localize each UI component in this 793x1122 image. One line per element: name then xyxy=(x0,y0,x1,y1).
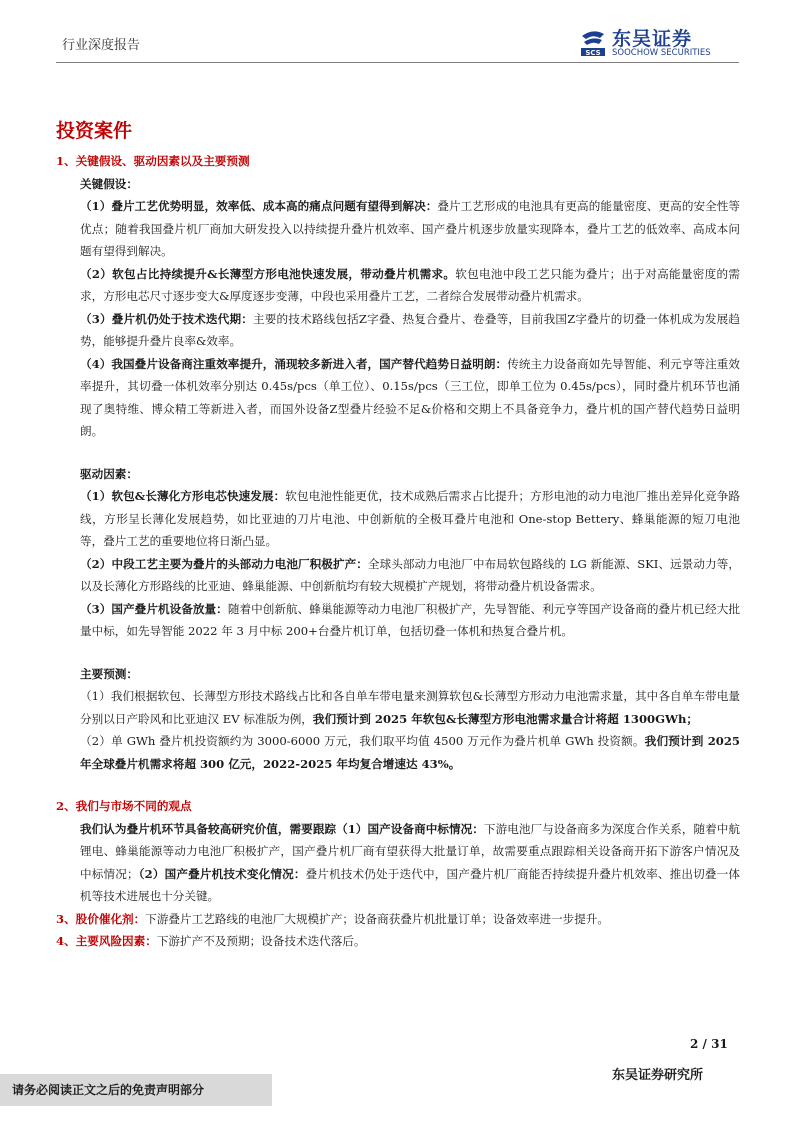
assumption-2 xyxy=(56,263,740,308)
assumption-3-lead: （3）叠片机仍处于技术迭代期： xyxy=(80,311,253,326)
logo-english-name: SOOCHOW SECURITIES xyxy=(612,48,711,58)
assumption-2-text: 软包电池中段工艺只能为叠片；出于对高能量密度的需求，方形电芯尺寸逐步变大&厚度逐步变薄，中段也采用叠片工艺，二者综合发展带动叠片机需求。 xyxy=(80,266,740,303)
assumptions-label: 关键假设： xyxy=(80,176,138,191)
page-number: 2 / 31 xyxy=(690,1037,728,1051)
section-3-text: 下游叠片工艺路线的电池厂大规模扩产；设备商获叠片机批量订单；设备效率进一步提升。 xyxy=(145,911,609,926)
assumption-1-lead: （1）叠片工艺优势明显，效率低、成本高的痛点问题有望得到解决： xyxy=(80,199,438,213)
driver-1-lead: （1）软包&长薄化方形电芯快速发展： xyxy=(80,489,286,503)
driver-3-text: 随着中创新航、蜂巢能源等动力电池厂积极扩产，先导智能、利元亨等国产设备商的叠片机已经大批量中标，如先导智能 2022 年 3 月中标 200+台叠片机订单，包括切叠一体机和热复合叠片机。 xyxy=(80,601,740,638)
section-2-text-2: 叠片机技术仍处于迭代中，国产叠片机厂商能否持续提升叠片机效率、推出切叠一体机等技术进展也十分关键。 xyxy=(80,866,740,903)
assumption-4-lead: （4）我国叠片设备商注重效率提升，涌现较多新进入者，国产替代趋势日益明朗： xyxy=(80,356,508,371)
forecast-2 xyxy=(56,730,740,775)
driver-2-text: 全球头部动力电池厂中布局软包路线的 LG 新能源、SKI、远景动力等，以及长薄化方形路线的比亚迪、蜂巢能源、中创新航均有较大规模扩产规划，将带动叠片机设备需求。 xyxy=(80,556,740,593)
forecast-label: 主要预测： xyxy=(80,666,138,681)
drivers-label: 驱动因素： xyxy=(80,466,138,481)
forecast-1 xyxy=(56,685,740,730)
institute-name: 东吴证券研究所 xyxy=(612,1068,704,1083)
assumption-1 xyxy=(56,195,740,263)
assumption-4 xyxy=(56,353,740,443)
forecast-1-text: （1）我们根据软包、长薄型方形技术路线占比和各自单车带电量来测算软包&长薄型方形动力电池需求量，其中各自单车带电量分别以日产聆风和比亚迪汉 EV 标准版为例， xyxy=(80,689,740,726)
header-divider xyxy=(56,62,739,63)
driver-1 xyxy=(56,485,740,553)
assumption-1-text: 叠片工艺形成的电池具有更高的能量密度、更高的安全性等优点；随着我国叠片机厂商加大研发投入以持续提升叠片机效率、国产叠片机逐步放量实现降本，叠片工艺的低效率、高成本问题有望得到解决。 xyxy=(80,199,740,258)
section-2-text-1: 下游电池厂与设备商多为深度合作关系，随着中航锂电、蜂巢能源等动力电池厂积极扩产，国产叠片机厂商有望获得大批量订单，故需要重点跟踪相关设备商开拓下游客户情况及中标情况； xyxy=(80,821,740,881)
driver-2 xyxy=(56,553,740,598)
page-title: 投资案件 xyxy=(56,120,133,142)
section-3 xyxy=(56,908,740,931)
section-3-heading: 3、股价催化剂： xyxy=(56,911,146,926)
scs-logo-icon xyxy=(578,26,608,58)
driver-3-lead: （3）国产叠片机设备放量： xyxy=(80,601,228,616)
assumption-4-text: 传统主力设备商如先导智能、利元亨等注重效率提升，其切叠一体机效率分别达 0.45s/pcs（单工位）、0.15s/pcs（三工位，即单工位为 0.45s/pcs），同时叠片机环节也涌现了奥特维、博众精工等新进入者，而国外设备Z型叠片经验不足&价格和交期上不具备竞争力，叠片机的国产替代趋势日益明朗。 xyxy=(80,356,740,438)
assumption-3 xyxy=(56,308,740,353)
assumption-2-lead: （2）软包占比持续提升&长薄型方形电池快速发展，带动叠片机需求。 xyxy=(80,266,456,281)
report-type-label: 行业深度报告 xyxy=(62,38,141,53)
disclaimer-note: 请务必阅读正文之后的免责声明部分 xyxy=(12,1083,205,1097)
section-2-lead-2: （2）国产叠片机技术变化情况： xyxy=(138,866,306,881)
section-2-lead-1: 我们认为叠片机环节具备较高研究价值，需要跟踪（1）国产设备商中标情况： xyxy=(80,821,484,836)
company-logo xyxy=(578,26,738,60)
section-1-heading: 1、关键假设、驱动因素以及主要预测 xyxy=(56,154,250,168)
section-4-heading: 4、主要风险因素： xyxy=(56,934,157,948)
driver-1-text: 软包电池性能更优，技术成熟后需求占比提升；方形电池的动力电池厂推出差异化竞争路线，方形呈长薄化发展趋势，如比亚迪的刀片电池、中创新航的全极耳叠片电池和 One-stop Bettery、蜂巢能源的短刀电池等，叠片工艺的重要地位将日渐凸显。 xyxy=(80,489,740,548)
section-4-text: 下游扩产不及预期；设备技术迭代落后。 xyxy=(156,934,366,948)
section-2-heading: 2、我们与市场不同的观点 xyxy=(56,799,192,813)
logo-chinese-name: 东吴证券 xyxy=(612,28,693,50)
section-2-body xyxy=(56,818,740,908)
logo-mark-text: SCS xyxy=(585,49,601,57)
assumption-3-text: 主要的技术路线包括Z字叠、热复合叠片、卷叠等，目前我国Z字叠片的切叠一体机成为发展趋势，能够提升叠片良率&效率。 xyxy=(80,311,740,348)
disclaimer-box xyxy=(0,1074,272,1106)
driver-2-lead: （2）中段工艺主要为叠片的头部动力电池厂积极扩产： xyxy=(80,556,368,571)
section-4 xyxy=(56,930,740,953)
forecast-2-conclusion: 我们预计到 2025 年全球叠片机需求将超 300 亿元，2022-2025 年均复合增速达 43%。 xyxy=(80,734,740,771)
driver-3 xyxy=(56,598,740,643)
forecast-2-text: （2）单 GWh 叠片机投资额约为 3000-6000 万元，我们取平均值 4500 万元作为叠片机单 GWh 投资额。 xyxy=(80,734,645,748)
main-content xyxy=(56,150,740,953)
forecast-1-conclusion: 我们预计到 2025 年软包&长薄型方形电池需求量合计将超 1300GWh； xyxy=(312,711,699,726)
